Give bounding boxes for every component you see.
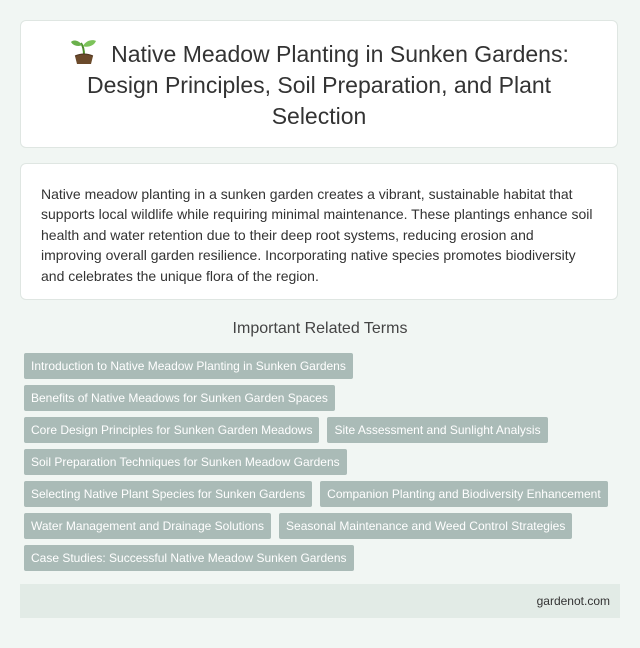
related-term-tag[interactable]: Core Design Principles for Sunken Garden Meadows [24,417,319,443]
tag-row [24,385,624,411]
tag-row [24,481,624,507]
related-term-tag[interactable]: Seasonal Maintenance and Weed Control Strategies [279,513,572,539]
title-card [20,20,618,148]
intro-card [20,163,618,300]
tag-row [24,545,624,571]
related-term-tag[interactable]: Soil Preparation Techniques for Sunken Meadow Gardens [24,449,347,475]
page-title [49,37,589,132]
tag-row [24,353,624,379]
related-term-tag[interactable]: Benefits of Native Meadows for Sunken Garden Spaces [24,385,335,411]
tag-row [24,417,624,443]
related-term-tag[interactable]: Selecting Native Plant Species for Sunken Gardens [24,481,312,507]
related-terms-heading: Important Related Terms [232,320,408,337]
intro-paragraph: Native meadow planting in a sunken garden creates a vibrant, sustainable habitat that supports local wildlife while requiring minimal maintenance. These plantings enhance soil health and water retention due to their deep root systems, reducing erosion and improving overall garden resilience. Incorporating native species promotes biodiversity and celebrates the unique flora of the region. [41,186,593,284]
tag-row [24,513,624,539]
sprout-icon [69,37,99,65]
related-terms-list [24,353,624,577]
tag-row [24,449,624,475]
related-term-tag[interactable]: Case Studies: Successful Native Meadow Sunken Gardens [24,545,354,571]
related-term-tag[interactable]: Site Assessment and Sunlight Analysis [327,417,547,443]
page-title-text: Native Meadow Planting in Sunken Gardens: Design Principles, Soil Preparation, and Plant Selection [86,40,569,129]
related-term-tag[interactable]: Companion Planting and Biodiversity Enhancement [320,481,608,507]
related-term-tag[interactable]: Water Management and Drainage Solutions [24,513,271,539]
footer-site-link[interactable]: gardenot.com [536,594,610,608]
footer [20,584,620,618]
related-term-tag[interactable]: Introduction to Native Meadow Planting in Sunken Gardens [24,353,353,379]
